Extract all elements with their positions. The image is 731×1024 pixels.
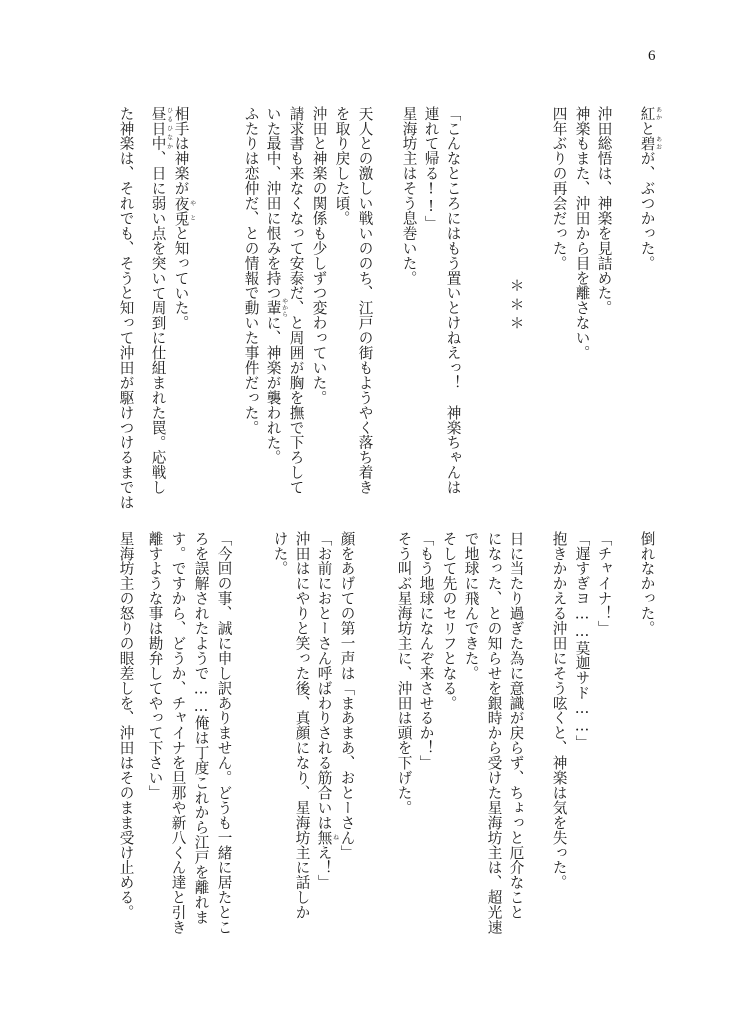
text-column: 倒れなかった。 — [638, 531, 656, 636]
text-column: す。ですから、どうか、チャイナを旦那や新八くん達と引き — [169, 531, 187, 935]
text-column: 顔をあげての第一声は「まあまあ、おとーさん」 — [338, 531, 356, 860]
text-column: を取り戻した頃。 — [333, 106, 351, 226]
text-column: 「お前におとーさん呼ばわりされる筋合いは無 ねえ！」 — [315, 531, 339, 890]
text-column: 四年ぶりの再会だった。 — [550, 106, 568, 271]
text-column: 沖田と神楽の関係も少しずつ変わっていた。 — [310, 106, 328, 405]
text-column: 沖田はにやりと笑った後、真顔になり、星海坊主に話しか — [293, 531, 311, 920]
text-column: 「もう地球になんぞ来させるか！」 — [417, 531, 435, 771]
text-column: で地球に飛んできた。 — [462, 531, 480, 681]
ruby-kurenai: 紅 あか — [638, 106, 662, 121]
text-column: 天人との激しい戦いののち、江戸の街もようやく落ち着き — [356, 106, 374, 495]
text-column: 連れて帰る!!」 — [422, 106, 440, 231]
text-column: 「こんなところにはもう置いとけねえっ！ 神楽ちゃんは — [444, 106, 462, 495]
text-column: けた。 — [271, 531, 289, 576]
text-column: 相手は神楽が夜兎 やとと知っていた。 — [172, 106, 196, 331]
text-column: 抱きかかえる沖田にそう呟くと、神楽は気を失った。 — [550, 531, 568, 890]
text-column: ろを誤解されたようで……俺は丁度これから江戸を離れま — [192, 531, 210, 925]
text-column: ふたりは恋仲だ、との情報で動いた事件だった。 — [242, 106, 260, 435]
text-column: 昼日中 ひるひなか、日に弱い点を突いて周到に仕組まれた罠。応戦し — [149, 106, 173, 495]
text-column: 紅 あかと碧 あおが、ぶつかった。 — [638, 106, 662, 271]
text-column: 沖田総悟は、神楽を見詰めた。 — [595, 106, 613, 316]
text-column: いた最中、沖田に恨みを持つ輩 やからに、神楽が襲われた。 — [264, 106, 288, 465]
ruby-nee: 無 ね — [315, 830, 339, 845]
text-column: た神楽は、それでも、そうと知って沖田が駆けつけるまでは — [117, 106, 135, 510]
text-column: 「チャイナ！」 — [595, 531, 613, 636]
ruby-yakara: 輩 やから — [264, 298, 288, 318]
text-column: になった、との知らせを銀時から受けた星海坊主は、超光速 — [485, 531, 503, 935]
section-divider: ＊＊＊ — [507, 278, 525, 334]
text-column: そして先のセリフとなる。 — [440, 531, 458, 711]
text-column: 「遅すぎヨ……莫迦サド……」 — [573, 531, 591, 750]
text-column: 神楽もまた、沖田から目を離さない。 — [573, 106, 591, 361]
text-column: 「今回の事、誠に申し訳ありません。どうも一緒に居たとこ — [215, 531, 233, 935]
text-column: 離すような事は勘弁してやって下さい」 — [146, 531, 164, 801]
text-column: 星海坊主はそう息巻いた。 — [400, 106, 418, 286]
text-column: 請求書も来なくなって安泰だ、と周囲が胸を撫で下ろして — [287, 106, 305, 495]
text-column: 星海坊主の怒りの眼差しを、沖田はそのまま受け止める。 — [117, 531, 135, 920]
text-column: そう叫ぶ星海坊主に、沖田は頭を下げた。 — [395, 531, 413, 816]
ruby-hiruhinaka: 昼日中 ひるひなか — [149, 106, 173, 151]
text-column: 日に当たり過ぎた為に意識が戻らず、ちょっと厄介なこと — [507, 531, 525, 920]
ruby-midori: 碧 あお — [638, 135, 662, 151]
ruby-yato: 夜兎 やと — [172, 195, 196, 226]
page-number: 6 — [648, 48, 656, 64]
